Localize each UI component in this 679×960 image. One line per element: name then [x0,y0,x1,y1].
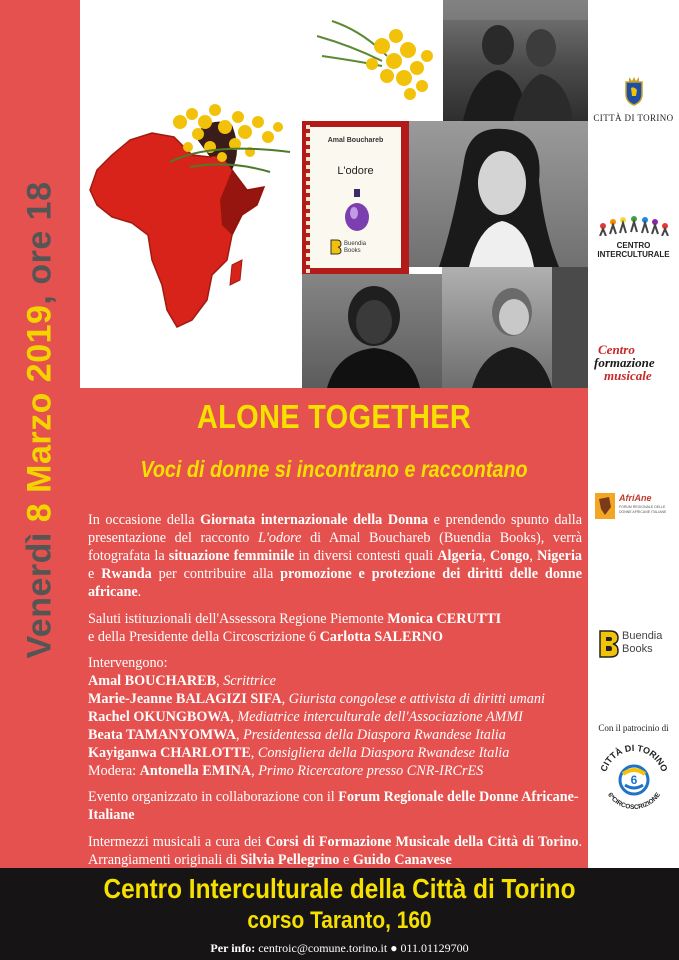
date-banner [0,0,80,868]
patrocinio-label: Con il patrocinio di [598,723,669,733]
cfm-label: Centro formazione musicale [594,342,655,383]
citta-di-torino-label: CITTÀ DI TORINO [593,113,674,123]
logo-buendia-books [598,627,678,661]
moderator-line: Modera: Antonella EMINA, Primo Ricercatore presso CNR-IRCrES [88,763,484,779]
photo-two-women [443,0,588,121]
afriane-name: AfriAne [619,493,652,503]
book-publisher: Buendia Books [344,241,367,254]
organized-paragraph: Evento organizzato in collaborazione con il Forum Regionale delle Donne Africane-Italiane [88,789,579,823]
book-cover-page [310,127,401,268]
buendia-b-large-icon [598,629,620,659]
speaker-item: Amal BOUCHAREB, Scrittrice [88,673,276,689]
intro-paragraph: In occasione della Giornata internazionale della Donna e prendendo spunto dalla presentazione del racconto L'odore di Amal Bouchareb (Buendia Books), verrà fotografata la situazione femminile in diversi contesti quali Algeria, Congo, Nigeria e Rwanda per contribuire alla promozione e protezione dei diritti delle donne africane. [88,512,582,600]
event-title: ALONE TOGETHER [196,398,472,435]
speaker-item: Beata TAMANYOMWA, Presidentessa della Diaspora Rwandese Italia [88,727,506,743]
venue-address: corso Taranto, 160 [247,907,432,934]
event-subtitle: Voci di donne si incontrano e raccontano [140,456,528,482]
venue-name: Centro Interculturale della Città di Torino [103,873,576,904]
buendia-books-label: Buendia Books [622,630,663,655]
book-author: Amal Bouchareb [327,137,384,144]
photo-speaker-left-figure [302,274,442,388]
photo-speaker-right-figure [442,267,588,388]
photo-speaker-right [442,267,588,388]
svg-text:6: 6 [630,773,637,787]
greetings-paragraph: Saluti istituzionali dell'Assessora Regione Piemonte Monica CERUTTI e della Presidente della Circoscrizione 6 Carlotta SALERNO [88,611,502,645]
logo-afriane-forum [595,493,673,519]
circoscrizione-6-seal [595,738,673,818]
speaker-item: Kayiganwa CHARLOTTE, Consigliera della Diaspora Rwandese Italia [88,745,510,761]
book-cover-lodore [302,121,409,274]
event-date-highlight: 8 Marzo 2019 [20,304,59,523]
afriane-emblem-icon [595,493,615,519]
contact-email: centroic@comune.torino.it [258,941,388,955]
event-date: Venerdì 8 Marzo 2019, ore 18 [20,181,59,659]
circ-bottom-text: 6ªCIRCOSCRIZIONE [605,791,662,812]
mimosa-flowers-top [312,6,442,106]
logo-citta-di-torino [588,76,679,123]
logo-centro-interculturale [588,216,679,259]
photo-amal-bouchareb [409,121,588,267]
logo-circoscrizione-6 [588,738,679,823]
photo-speaker-left [302,274,442,388]
centro-interculturale-label: CENTRO INTERCULTURALE [597,241,670,259]
circ-top-text: CITTÀ DI TORINO [597,742,670,774]
logo-centro-formazione-musicale [592,343,678,382]
centro-interculturale-figures-icon [595,216,673,236]
book-title: L'odore [337,165,374,177]
event-description [88,511,582,878]
afriane-subtitle: FORUM REGIONALE DELLE DONNE AFRICANE ITALIANE [619,505,667,514]
buendia-b-icon [330,239,342,255]
speaker-item: Rachel OKUNGBOWA, Mediatrice interculturale dell'Associazione AMMI [88,709,523,725]
speakers-label: Intervengono: [88,655,168,671]
speakers-list [88,654,582,780]
book-cover-border [306,121,310,274]
photo-two-women-figure [443,0,588,121]
contact-info: Per info: centroic@comune.torino.it ● 011.01129700 [210,941,469,955]
torino-crest-icon [623,76,645,106]
photo-amal-bouchareb-figure [409,121,588,267]
speaker-item: Marie-Jeanne BALAGIZI SIFA, Giurista congolese e attivista di diritti umani [88,691,545,707]
mimosa-flowers-top-left [150,92,300,182]
music-paragraph: Intermezzi musicali a cura dei Corsi di Formazione Musicale della Città di Torino. Arrangiamenti originali di Silvia Pellegrino e Guido Canavese [88,834,582,868]
sponsor-logos-column [588,0,679,868]
contact-phone: 011.01129700 [400,941,469,955]
perfume-bottle-icon [342,189,372,233]
